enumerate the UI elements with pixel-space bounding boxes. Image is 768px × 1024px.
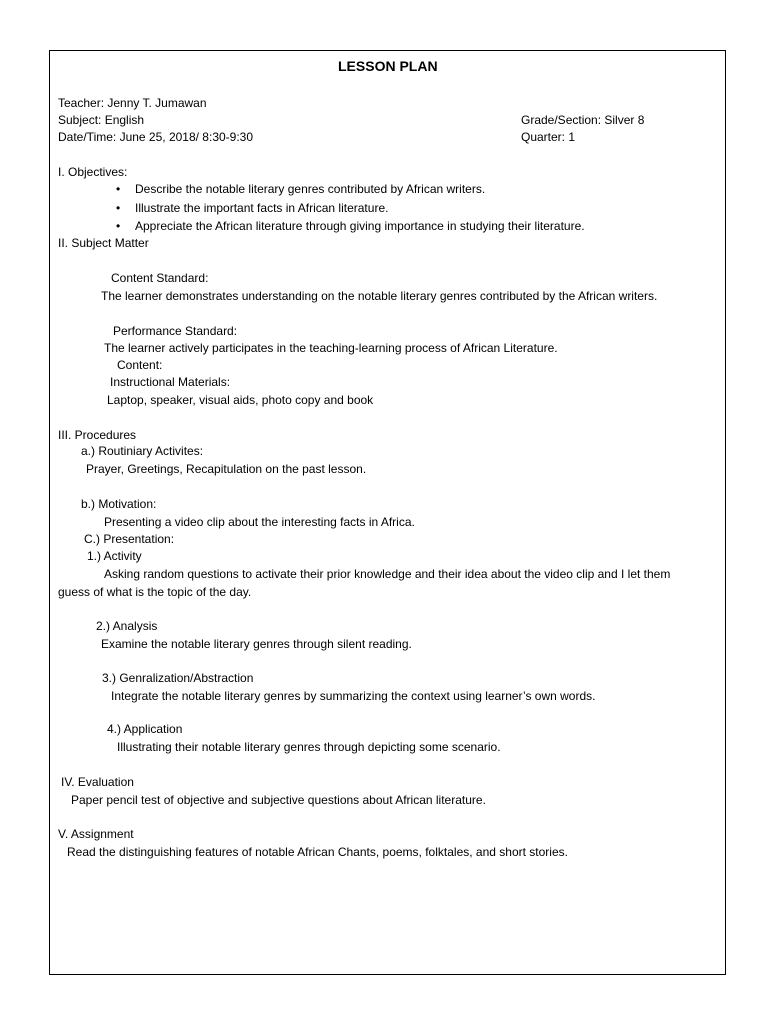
subject-matter-heading: II. Subject Matter (58, 236, 149, 250)
assignment-heading: V. Assignment (58, 827, 134, 841)
generalization-label: 3.) Genralization/Abstraction (102, 671, 254, 685)
presentation-label: C.) Presentation: (84, 532, 175, 546)
routine-label: a.) Routiniary Activites: (81, 444, 204, 458)
analysis-text: Examine the notable literary genres through silent reading. (101, 637, 412, 651)
subject-line: Subject: English (58, 113, 145, 127)
performance-standard-label: Performance Standard: (113, 324, 238, 338)
objective-item: Describe the notable literary genres contributed by African writers. (135, 182, 486, 196)
routine-text: Prayer, Greetings, Recapitulation on the past lesson. (86, 462, 367, 476)
objectives-heading: I. Objectives: (58, 165, 128, 179)
bullet-icon: • (116, 219, 121, 233)
content-standard-text: The learner demonstrates understanding on the notable literary genres contributed by the African writers. (101, 289, 658, 303)
content-standard-label: Content Standard: (111, 271, 209, 285)
evaluation-heading: IV. Evaluation (61, 775, 134, 789)
generalization-text: Integrate the notable literary genres by summarizing the context using learner’s own words. (111, 689, 596, 703)
procedures-heading: III. Procedures (58, 428, 137, 442)
teacher-line: Teacher: Jenny T. Jumawan (58, 96, 207, 110)
motivation-label: b.) Motivation: (81, 497, 157, 511)
date-time-line: Date/Time: June 25, 2018/ 8:30-9:30 (58, 130, 254, 144)
objective-item: Illustrate the important facts in African literature. (135, 201, 389, 215)
activity-text: Asking random questions to activate their prior knowledge and their idea about the video clip and I let them (104, 567, 671, 581)
bullet-icon: • (116, 201, 121, 215)
materials-label: Instructional Materials: (110, 375, 231, 389)
activity-label: 1.) Activity (87, 549, 142, 563)
bullet-icon: • (116, 182, 121, 196)
activity-text-continued: guess of what is the topic of the day. (58, 585, 252, 599)
evaluation-text: Paper pencil test of objective and subjective questions about African literature. (71, 793, 486, 807)
motivation-text: Presenting a video clip about the interesting facts in Africa. (104, 515, 415, 529)
application-text: Illustrating their notable literary genres through depicting some scenario. (117, 740, 501, 754)
materials-text: Laptop, speaker, visual aids, photo copy and book (107, 393, 374, 407)
objective-item: Appreciate the African literature through giving importance in studying their literature. (135, 219, 585, 233)
page-title: LESSON PLAN (338, 58, 438, 74)
content-label: Content: (117, 358, 163, 372)
application-label: 4.) Application (107, 722, 183, 736)
quarter-line: Quarter: 1 (521, 130, 576, 144)
analysis-label: 2.) Analysis (96, 619, 158, 633)
assignment-text: Read the distinguishing features of notable African Chants, poems, folktales, and short stories. (67, 845, 568, 859)
performance-standard-text: The learner actively participates in the teaching-learning process of African Literature. (104, 341, 558, 355)
grade-section-line: Grade/Section: Silver 8 (521, 113, 645, 127)
